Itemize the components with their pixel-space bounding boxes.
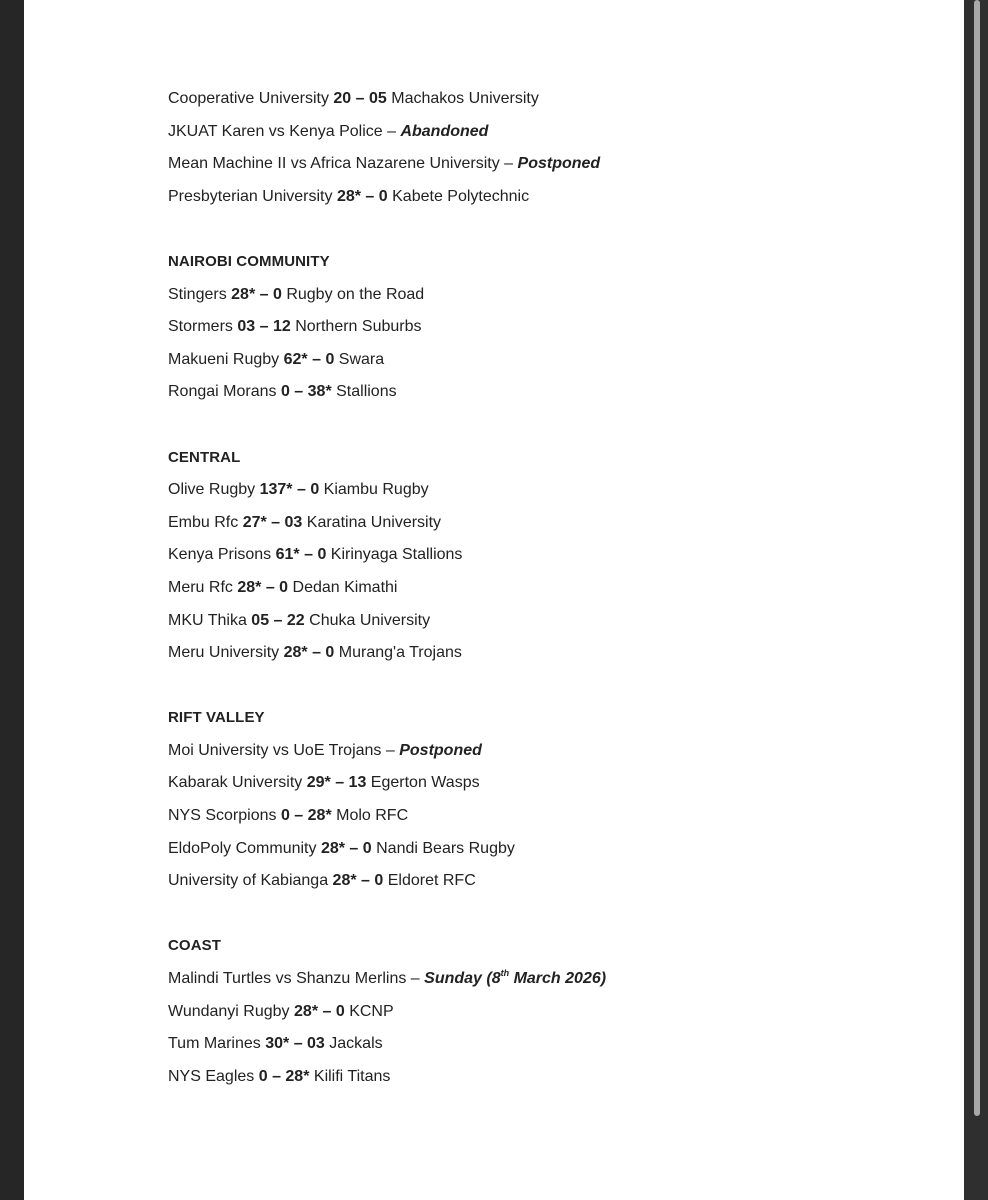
- match-status-text: Sunday (8: [424, 970, 501, 988]
- away-team: Dedan Kimathi: [292, 578, 398, 596]
- fixture-row: [168, 869, 928, 902]
- home-team: NYS Eagles: [168, 1067, 255, 1085]
- away-team: Northern Suburbs: [295, 318, 422, 336]
- fixture-row: [168, 967, 928, 1000]
- fixture-row: [168, 1065, 928, 1098]
- fixture-row: [168, 87, 928, 120]
- fixture-row: [168, 283, 928, 316]
- separator-dash: –: [385, 741, 395, 759]
- match-score: 28* – 0: [231, 285, 282, 303]
- match-status-text: Postponed: [399, 741, 482, 759]
- region-heading: RIFT VALLEY: [168, 709, 265, 727]
- away-team: UoE Trojans: [293, 741, 382, 759]
- home-team: Tum Marines: [168, 1035, 261, 1053]
- date-ordinal-suffix: th: [500, 967, 510, 978]
- fixture-row: [168, 511, 928, 544]
- match-score: 137* – 0: [259, 481, 320, 499]
- home-team: Embu Rfc: [168, 513, 239, 531]
- home-team: EldoPoly Community: [168, 839, 317, 857]
- match-status: [399, 742, 482, 759]
- versus-label: vs: [272, 741, 289, 759]
- fixture-row: [168, 380, 928, 413]
- home-team: Makueni Rugby: [168, 350, 280, 368]
- away-team: Kenya Police: [289, 122, 383, 140]
- away-team: Kilifi Titans: [313, 1067, 391, 1085]
- versus-label: vs: [268, 122, 285, 140]
- fixture-row: [168, 152, 928, 185]
- home-team: Kenya Prisons: [168, 546, 272, 564]
- fixture-row: [168, 315, 928, 348]
- fixture-row: [168, 120, 928, 153]
- away-team: KCNP: [349, 1002, 394, 1020]
- match-score: 28* – 0: [320, 839, 372, 857]
- match-score: 03 – 12: [237, 318, 291, 336]
- match-score: 28* – 0: [336, 187, 388, 205]
- away-team: Stallions: [336, 383, 397, 401]
- home-team: NYS Scorpions: [168, 807, 277, 825]
- scrollbar-thumb[interactable]: [974, 0, 980, 1116]
- match-score: 20 – 05: [333, 90, 387, 107]
- separator-dash: –: [410, 970, 420, 988]
- match-status-text: Postponed: [517, 155, 601, 173]
- match-score: 0 – 28*: [280, 807, 332, 825]
- section-gap: [168, 413, 928, 446]
- home-team: Wundanyi Rugby: [168, 1002, 290, 1020]
- away-team: Swara: [338, 350, 385, 368]
- away-team: Jackals: [329, 1035, 383, 1053]
- fixture-row: [168, 185, 928, 218]
- home-team: MKU Thika: [168, 611, 247, 629]
- versus-label: vs: [275, 970, 292, 988]
- home-team: Mean Machine II: [168, 155, 287, 173]
- match-status-text: Abandoned: [400, 122, 489, 140]
- fixture-row: [168, 739, 928, 772]
- fixtures-list: [168, 87, 928, 1097]
- home-team: Stormers: [168, 318, 233, 336]
- away-team: Egerton Wasps: [370, 774, 480, 792]
- match-score: 27* – 03: [242, 513, 303, 531]
- home-team: Stingers: [168, 285, 227, 303]
- away-team: Nandi Bears Rugby: [376, 839, 515, 857]
- region-heading: COAST: [168, 937, 221, 955]
- away-team: Rugby on the Road: [286, 285, 425, 303]
- match-score: 28* – 0: [237, 578, 289, 596]
- match-score: 0 – 38*: [280, 383, 332, 401]
- away-team: Chuka University: [309, 611, 431, 629]
- fixture-row: [168, 837, 928, 870]
- fixture-row: [168, 1000, 928, 1033]
- separator-dash: –: [504, 155, 514, 173]
- away-team: Kiambu Rugby: [323, 481, 429, 499]
- region-heading: CENTRAL: [168, 448, 241, 466]
- home-team: Cooperative University: [168, 90, 329, 107]
- match-score: 05 – 22: [251, 611, 305, 629]
- match-score: 28* – 0: [294, 1002, 345, 1020]
- fixture-row: [168, 478, 928, 511]
- home-team: Rongai Morans: [168, 383, 277, 401]
- match-status: [424, 967, 607, 988]
- match-score: 28* – 0: [283, 644, 335, 662]
- versus-label: vs: [290, 155, 307, 173]
- fixture-row: [168, 543, 928, 576]
- match-score: 30* – 03: [265, 1035, 325, 1053]
- fixture-row: [168, 1032, 928, 1065]
- home-team: Moi University: [168, 741, 269, 759]
- fixture-row: [168, 348, 928, 381]
- section-gap: [168, 674, 928, 707]
- home-team: Meru Rfc: [168, 578, 233, 596]
- home-team: Meru University: [168, 644, 280, 662]
- away-team: Molo RFC: [336, 807, 409, 825]
- home-team: JKUAT Karen: [168, 122, 265, 140]
- fixture-row: [168, 641, 928, 674]
- away-team: Murang'a Trojans: [338, 644, 462, 662]
- fixture-row: [168, 771, 928, 804]
- match-score: 62* – 0: [283, 350, 335, 368]
- away-team: Shanzu Merlins: [296, 970, 407, 988]
- home-team: Olive Rugby: [168, 481, 256, 499]
- match-status: [400, 123, 488, 140]
- home-team: Kabarak University: [168, 774, 303, 792]
- section-gap: [168, 902, 928, 935]
- home-team: University of Kabianga: [168, 872, 329, 890]
- away-team: Karatina University: [306, 513, 442, 531]
- match-status: [518, 155, 601, 172]
- match-score: 29* – 13: [306, 774, 367, 792]
- match-score: 61* – 0: [275, 546, 327, 564]
- away-team: Kirinyaga Stallions: [330, 546, 463, 564]
- match-status-tail: March 2026): [509, 970, 607, 988]
- separator-dash: –: [387, 122, 396, 140]
- fixture-row: [168, 804, 928, 837]
- region-heading: NAIROBI COMMUNITY: [168, 252, 330, 270]
- match-score: 28* – 0: [332, 872, 384, 890]
- fixture-row: [168, 576, 928, 609]
- away-team: Kabete Polytechnic: [392, 187, 530, 205]
- away-team: Machakos University: [391, 90, 539, 107]
- home-team: Malindi Turtles: [168, 970, 272, 988]
- away-team: Africa Nazarene University: [310, 155, 500, 173]
- away-team: Eldoret RFC: [387, 872, 476, 890]
- section-gap: [168, 217, 928, 250]
- match-score: 0 – 28*: [258, 1067, 310, 1085]
- home-team: Presbyterian University: [168, 187, 333, 205]
- fixture-row: [168, 609, 928, 642]
